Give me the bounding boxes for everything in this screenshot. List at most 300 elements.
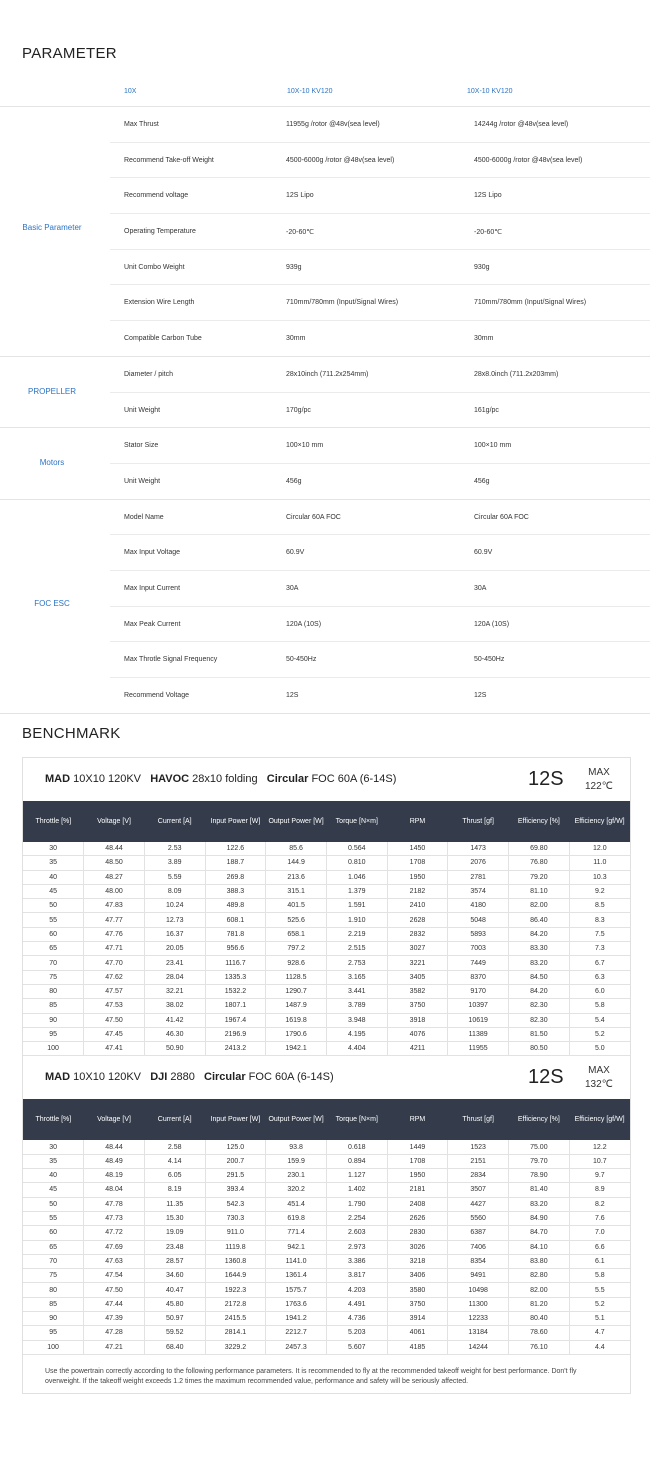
table-cell: 9.2 [569,884,630,898]
table-cell: 7449 [448,956,509,970]
table-cell: 3405 [387,970,448,984]
table-cell: 83.20 [509,1197,570,1211]
table-cell: 8.09 [144,884,205,898]
table-cell: 3027 [387,942,448,956]
table-cell: 9491 [448,1269,509,1283]
table-cell: 35 [23,1154,84,1168]
column-header: Throttle [%] [23,1099,84,1140]
table-cell: 6.0 [569,984,630,998]
table-cell: 5.59 [144,870,205,884]
benchmark-table [23,1099,630,1354]
column-header: Current [A] [144,801,205,842]
parameter-label: Stator Size [124,442,159,450]
parameter-value: 100×10 mm [474,442,512,450]
table-cell: 4061 [387,1326,448,1340]
table-cell: 3.817 [326,1269,387,1283]
table-cell: 19.09 [144,1226,205,1240]
parameter-value: 120A (10S) [474,620,510,628]
benchmark-panel [22,757,631,1394]
column-header: Thrust [gf] [448,1099,509,1140]
max-temperature [585,1064,613,1092]
motor-model: 10X10 120KV [73,773,142,785]
parameter-label: Unit Weight [124,406,161,414]
table-cell: 1790.6 [266,1027,327,1041]
table-cell: 0.810 [326,856,387,870]
table-cell: 9.7 [569,1169,630,1183]
table-cell: 0.894 [326,1154,387,1168]
table-cell: 0.618 [326,1140,387,1154]
table-row [23,1211,630,1225]
parameter-value: -20-60℃ [286,229,315,237]
table-cell: 4.736 [326,1312,387,1326]
table-cell: 48.04 [84,1183,145,1197]
table-cell: 83.30 [509,942,570,956]
parameter-row [110,535,650,571]
parameter-value: 50-450Hz [286,656,317,664]
table-cell: 1.910 [326,913,387,927]
table-cell: 1116.7 [205,956,266,970]
table-cell: 7.3 [569,942,630,956]
table-cell: 47.39 [84,1312,145,1326]
column-header: Efficiency [%] [509,801,570,842]
table-cell: 2814.1 [205,1326,266,1340]
table-cell: 48.44 [84,842,145,856]
table-cell: 11389 [448,1027,509,1041]
table-row [23,913,630,927]
table-cell: 7003 [448,942,509,956]
table-cell: 47.50 [84,1013,145,1027]
table-cell: 83.20 [509,956,570,970]
table-cell: 1119.8 [205,1240,266,1254]
parameter-label: Max Thrust [124,121,159,128]
table-row [23,884,630,898]
table-cell: 2.515 [326,942,387,956]
table-cell: 5.1 [569,1312,630,1326]
table-cell: 122.6 [205,842,266,856]
table-cell: 1967.4 [205,1013,266,1027]
table-cell: 55 [23,1211,84,1225]
table-cell: 5.4 [569,1013,630,1027]
parameter-value: 50-450Hz [474,656,505,664]
header-col-3: 10X-10 KV120 [467,88,513,95]
table-cell: 50.97 [144,1312,205,1326]
table-cell: 2413.2 [205,1042,266,1056]
table-cell: 5.5 [569,1283,630,1297]
table-cell: 5048 [448,913,509,927]
table-cell: 928.6 [266,956,327,970]
table-cell: 125.0 [205,1140,266,1154]
parameter-value: Circular 60A FOC [474,513,529,521]
table-cell: 5.203 [326,1326,387,1340]
table-cell: 47.76 [84,927,145,941]
parameter-header-row [0,73,650,107]
table-cell: 6387 [448,1226,509,1240]
table-cell: 78.90 [509,1169,570,1183]
table-cell: 230.1 [266,1169,327,1183]
table-row [23,999,630,1013]
table-cell: 80 [23,1283,84,1297]
table-cell: 48.00 [84,884,145,898]
table-cell: 84.20 [509,927,570,941]
table-cell: 82.00 [509,1283,570,1297]
table-cell: 47.57 [84,984,145,998]
table-cell: 10619 [448,1013,509,1027]
benchmark-table-title [23,1056,630,1099]
parameter-row [110,285,650,321]
table-row [23,1297,630,1311]
parameter-label: Recommend Take-off Weight [124,156,214,164]
table-cell: 3026 [387,1240,448,1254]
parameter-value: 60.9V [286,549,305,557]
parameter-label: Extension Wire Length [124,299,195,307]
benchmark-table [23,801,630,1056]
table-cell: 70 [23,1254,84,1268]
table-row [23,1183,630,1197]
table-cell: 20.05 [144,942,205,956]
table-row [23,1312,630,1326]
table-cell: 1128.5 [266,970,327,984]
parameter-value: 11955g /rotor @48v(sea level) [286,121,380,128]
table-row [23,1140,630,1154]
table-cell: 1.379 [326,884,387,898]
table-cell: 47.70 [84,956,145,970]
table-cell: 320.2 [266,1183,327,1197]
table-cell: 3.441 [326,984,387,998]
parameter-label: Diameter / pitch [124,370,174,378]
parameter-value: 30mm [286,335,306,343]
parameter-value: 60.9V [474,549,493,557]
table-cell: 47.53 [84,999,145,1013]
table-cell: 11300 [448,1297,509,1311]
table-cell: 15.30 [144,1211,205,1225]
table-cell: 1532.2 [205,984,266,998]
table-cell: 79.20 [509,870,570,884]
table-cell: 2830 [387,1226,448,1240]
table-cell: 84.90 [509,1211,570,1225]
table-cell: 1922.3 [205,1283,266,1297]
table-cell: 388.3 [205,884,266,898]
table-cell: 47.72 [84,1226,145,1240]
parameter-row [110,607,650,643]
table-cell: 47.73 [84,1211,145,1225]
table-cell: 23.48 [144,1240,205,1254]
table-cell: 48.19 [84,1169,145,1183]
table-cell: 213.6 [266,870,327,884]
table-cell: 5.8 [569,1269,630,1283]
table-cell: 4.203 [326,1283,387,1297]
table-row [23,1197,630,1211]
table-cell: 48.27 [84,870,145,884]
table-cell: 144.9 [266,856,327,870]
parameter-group [0,428,650,499]
table-cell: 11.0 [569,856,630,870]
table-cell: 4.404 [326,1042,387,1056]
group-name: FOC ESC [34,598,70,608]
table-cell: 2781 [448,870,509,884]
parameter-value: -20-60℃ [474,229,503,237]
table-cell: 80.50 [509,1042,570,1056]
parameter-label: Model Name [124,513,164,521]
parameter-row [110,428,650,464]
esc-brand: Circular [204,1071,246,1084]
table-row [23,1326,630,1340]
prop-model: 28x10 folding [192,773,258,785]
parameter-row [110,178,650,214]
table-cell: 1644.9 [205,1269,266,1283]
table-cell: 86.40 [509,913,570,927]
table-cell: 85.6 [266,842,327,856]
table-row [23,1283,630,1297]
esc-brand: Circular [266,773,309,785]
table-cell: 608.1 [205,913,266,927]
table-cell: 84.70 [509,1226,570,1240]
table-cell: 12.0 [569,842,630,856]
table-cell: 35 [23,856,84,870]
table-cell: 48.50 [84,856,145,870]
table-cell: 47.63 [84,1254,145,1268]
parameter-value: 456g [474,477,490,485]
table-cell: 1450 [387,842,448,856]
table-cell: 46.30 [144,1027,205,1041]
table-cell: 47.45 [84,1027,145,1041]
column-header: Efficiency [gf/W] [569,801,630,842]
table-cell: 95 [23,1027,84,1041]
table-cell: 60 [23,927,84,941]
table-cell: 3221 [387,956,448,970]
table-cell: 10.24 [144,899,205,913]
table-row [23,970,630,984]
table-cell: 5.8 [569,999,630,1013]
column-header: RPM [387,801,448,842]
table-cell: 38.02 [144,999,205,1013]
max-label: MAX [588,1065,610,1077]
table-cell: 1950 [387,870,448,884]
table-cell: 4211 [387,1042,448,1056]
parameter-value: 30A [474,584,487,592]
max-temp-value: 122℃ [585,781,613,792]
table-cell: 1335.3 [205,970,266,984]
table-cell: 1.591 [326,899,387,913]
table-cell: 47.44 [84,1297,145,1311]
parameter-label: Recommend Voltage [124,692,189,699]
table-cell: 80 [23,984,84,998]
table-cell: 542.3 [205,1197,266,1211]
esc-model: FOC 60A (6-14S) [311,773,397,785]
prop-brand: DJI [150,1071,168,1084]
group-name: Basic Parameter [22,223,82,233]
table-row [23,984,630,998]
table-cell: 2415.5 [205,1312,266,1326]
parameter-value: 30mm [474,335,494,343]
table-cell: 1708 [387,856,448,870]
column-header: Torque [N×m] [326,1099,387,1140]
parameter-row [110,642,650,678]
table-cell: 2076 [448,856,509,870]
table-row [23,1042,630,1056]
motor-brand: MAD [45,1071,71,1084]
max-temp-value: 132℃ [585,1079,613,1091]
table-cell: 911.0 [205,1226,266,1240]
table-cell: 23.41 [144,956,205,970]
table-cell: 1290.7 [266,984,327,998]
table-cell: 8.2 [569,1197,630,1211]
table-cell: 2172.8 [205,1297,266,1311]
parameter-value: 120A (10S) [286,620,322,628]
table-cell: 47.77 [84,913,145,927]
table-cell: 50 [23,899,84,913]
group-name: Motors [39,457,65,467]
column-header: Thrust [gf] [448,801,509,842]
esc-model: FOC 60A (6-14S) [248,1071,334,1084]
table-cell: 11955 [448,1042,509,1056]
table-cell: 90 [23,1013,84,1027]
table-cell: 83.80 [509,1254,570,1268]
parameter-row [110,143,650,179]
table-cell: 188.7 [205,856,266,870]
table-cell: 5.607 [326,1340,387,1354]
parameter-value: 30A [286,584,299,592]
parameter-value: 28x10inch (711.2x254mm) [286,370,369,378]
table-cell: 315.1 [266,884,327,898]
table-cell: 658.1 [266,927,327,941]
table-cell: 48.49 [84,1154,145,1168]
table-cell: 10.3 [569,870,630,884]
table-row [23,1013,630,1027]
table-cell: 2151 [448,1154,509,1168]
parameter-value: 12S Lipo [474,192,502,200]
table-row [23,1154,630,1168]
parameter-group [0,357,650,428]
table-cell: 10498 [448,1283,509,1297]
table-cell: 82.30 [509,999,570,1013]
table-cell: 14244 [448,1340,509,1354]
parameter-group [0,500,650,714]
table-cell: 30 [23,842,84,856]
table-cell: 2626 [387,1211,448,1225]
table-cell: 393.4 [205,1183,266,1197]
table-cell: 3.89 [144,856,205,870]
header-col-2: 10X-10 KV120 [287,88,333,95]
table-cell: 84.10 [509,1240,570,1254]
table-cell: 12.73 [144,913,205,927]
table-cell: 40 [23,1169,84,1183]
table-cell: 47.21 [84,1340,145,1354]
parameter-value: 170g/pc [286,406,311,414]
table-cell: 4076 [387,1027,448,1041]
table-cell: 730.3 [205,1211,266,1225]
table-cell: 2.753 [326,956,387,970]
table-cell: 81.50 [509,1027,570,1041]
table-cell: 4.491 [326,1297,387,1311]
parameter-table [0,73,650,714]
table-cell: 6.7 [569,956,630,970]
benchmark-header-row [23,1099,630,1140]
parameter-label: Unit Weight [124,477,161,485]
table-cell: 1.127 [326,1169,387,1183]
table-cell: 8.5 [569,899,630,913]
benchmark-note: Use the powertrain correctly according to the following performance parameters. It is recommended to fly at the recommended takeoff weight for best performance. Don't fly overweight. If the takeoff weight exceeds 1.2 times the maximum recommended value, performance and safety will be seriously affected. [45,1367,577,1385]
table-cell: 489.8 [205,899,266,913]
parameter-value: 710mm/780mm (Input/Signal Wires) [474,299,587,307]
table-cell: 59.52 [144,1326,205,1340]
table-row [23,1169,630,1183]
table-cell: 1941.2 [266,1312,327,1326]
table-cell: 70 [23,956,84,970]
column-header: RPM [387,1099,448,1140]
table-cell: 2.219 [326,927,387,941]
table-cell: 771.4 [266,1226,327,1240]
benchmark-setup [45,1071,334,1083]
table-cell: 525.6 [266,913,327,927]
table-cell: 2408 [387,1197,448,1211]
table-cell: 1807.1 [205,999,266,1013]
table-cell: 40 [23,870,84,884]
table-cell: 41.42 [144,1013,205,1027]
table-cell: 7.5 [569,927,630,941]
table-cell: 76.80 [509,856,570,870]
table-cell: 5.2 [569,1027,630,1041]
table-cell: 9170 [448,984,509,998]
table-cell: 90 [23,1312,84,1326]
table-cell: 1473 [448,842,509,856]
table-cell: 47.69 [84,1240,145,1254]
table-cell: 80.40 [509,1312,570,1326]
table-cell: 75 [23,1269,84,1283]
table-cell: 7406 [448,1240,509,1254]
table-cell: 3507 [448,1183,509,1197]
column-header: Torque [N×m] [326,801,387,842]
table-cell: 45 [23,884,84,898]
table-cell: 1.046 [326,870,387,884]
table-cell: 2.254 [326,1211,387,1225]
table-cell: 47.83 [84,899,145,913]
table-cell: 4.14 [144,1154,205,1168]
table-cell: 1361.4 [266,1269,327,1283]
table-cell: 1141.0 [266,1254,327,1268]
table-cell: 55 [23,913,84,927]
table-cell: 3.948 [326,1013,387,1027]
table-cell: 159.9 [266,1154,327,1168]
table-cell: 1.402 [326,1183,387,1197]
parameter-value: 456g [286,477,302,485]
table-row [23,856,630,870]
table-cell: 13184 [448,1326,509,1340]
parameter-value: 939g [286,263,302,271]
table-cell: 40.47 [144,1283,205,1297]
table-cell: 8370 [448,970,509,984]
table-row [23,1340,630,1354]
table-row [23,942,630,956]
table-cell: 78.60 [509,1326,570,1340]
table-cell: 269.8 [205,870,266,884]
table-cell: 1.790 [326,1197,387,1211]
parameter-value: 12S Lipo [286,192,314,200]
parameter-value: 12S [286,692,299,699]
column-header: Current [A] [144,1099,205,1140]
table-cell: 47.78 [84,1197,145,1211]
table-cell: 75.00 [509,1140,570,1154]
table-cell: 3.386 [326,1254,387,1268]
table-cell: 942.1 [266,1240,327,1254]
table-cell: 5.2 [569,1297,630,1311]
parameter-row [110,500,650,536]
table-cell: 95 [23,1326,84,1340]
column-header: Voltage [V] [84,1099,145,1140]
table-cell: 48.44 [84,1140,145,1154]
prop-model: 2880 [170,1071,195,1084]
parameter-label: Unit Combo Weight [124,263,185,271]
table-cell: 84.50 [509,970,570,984]
